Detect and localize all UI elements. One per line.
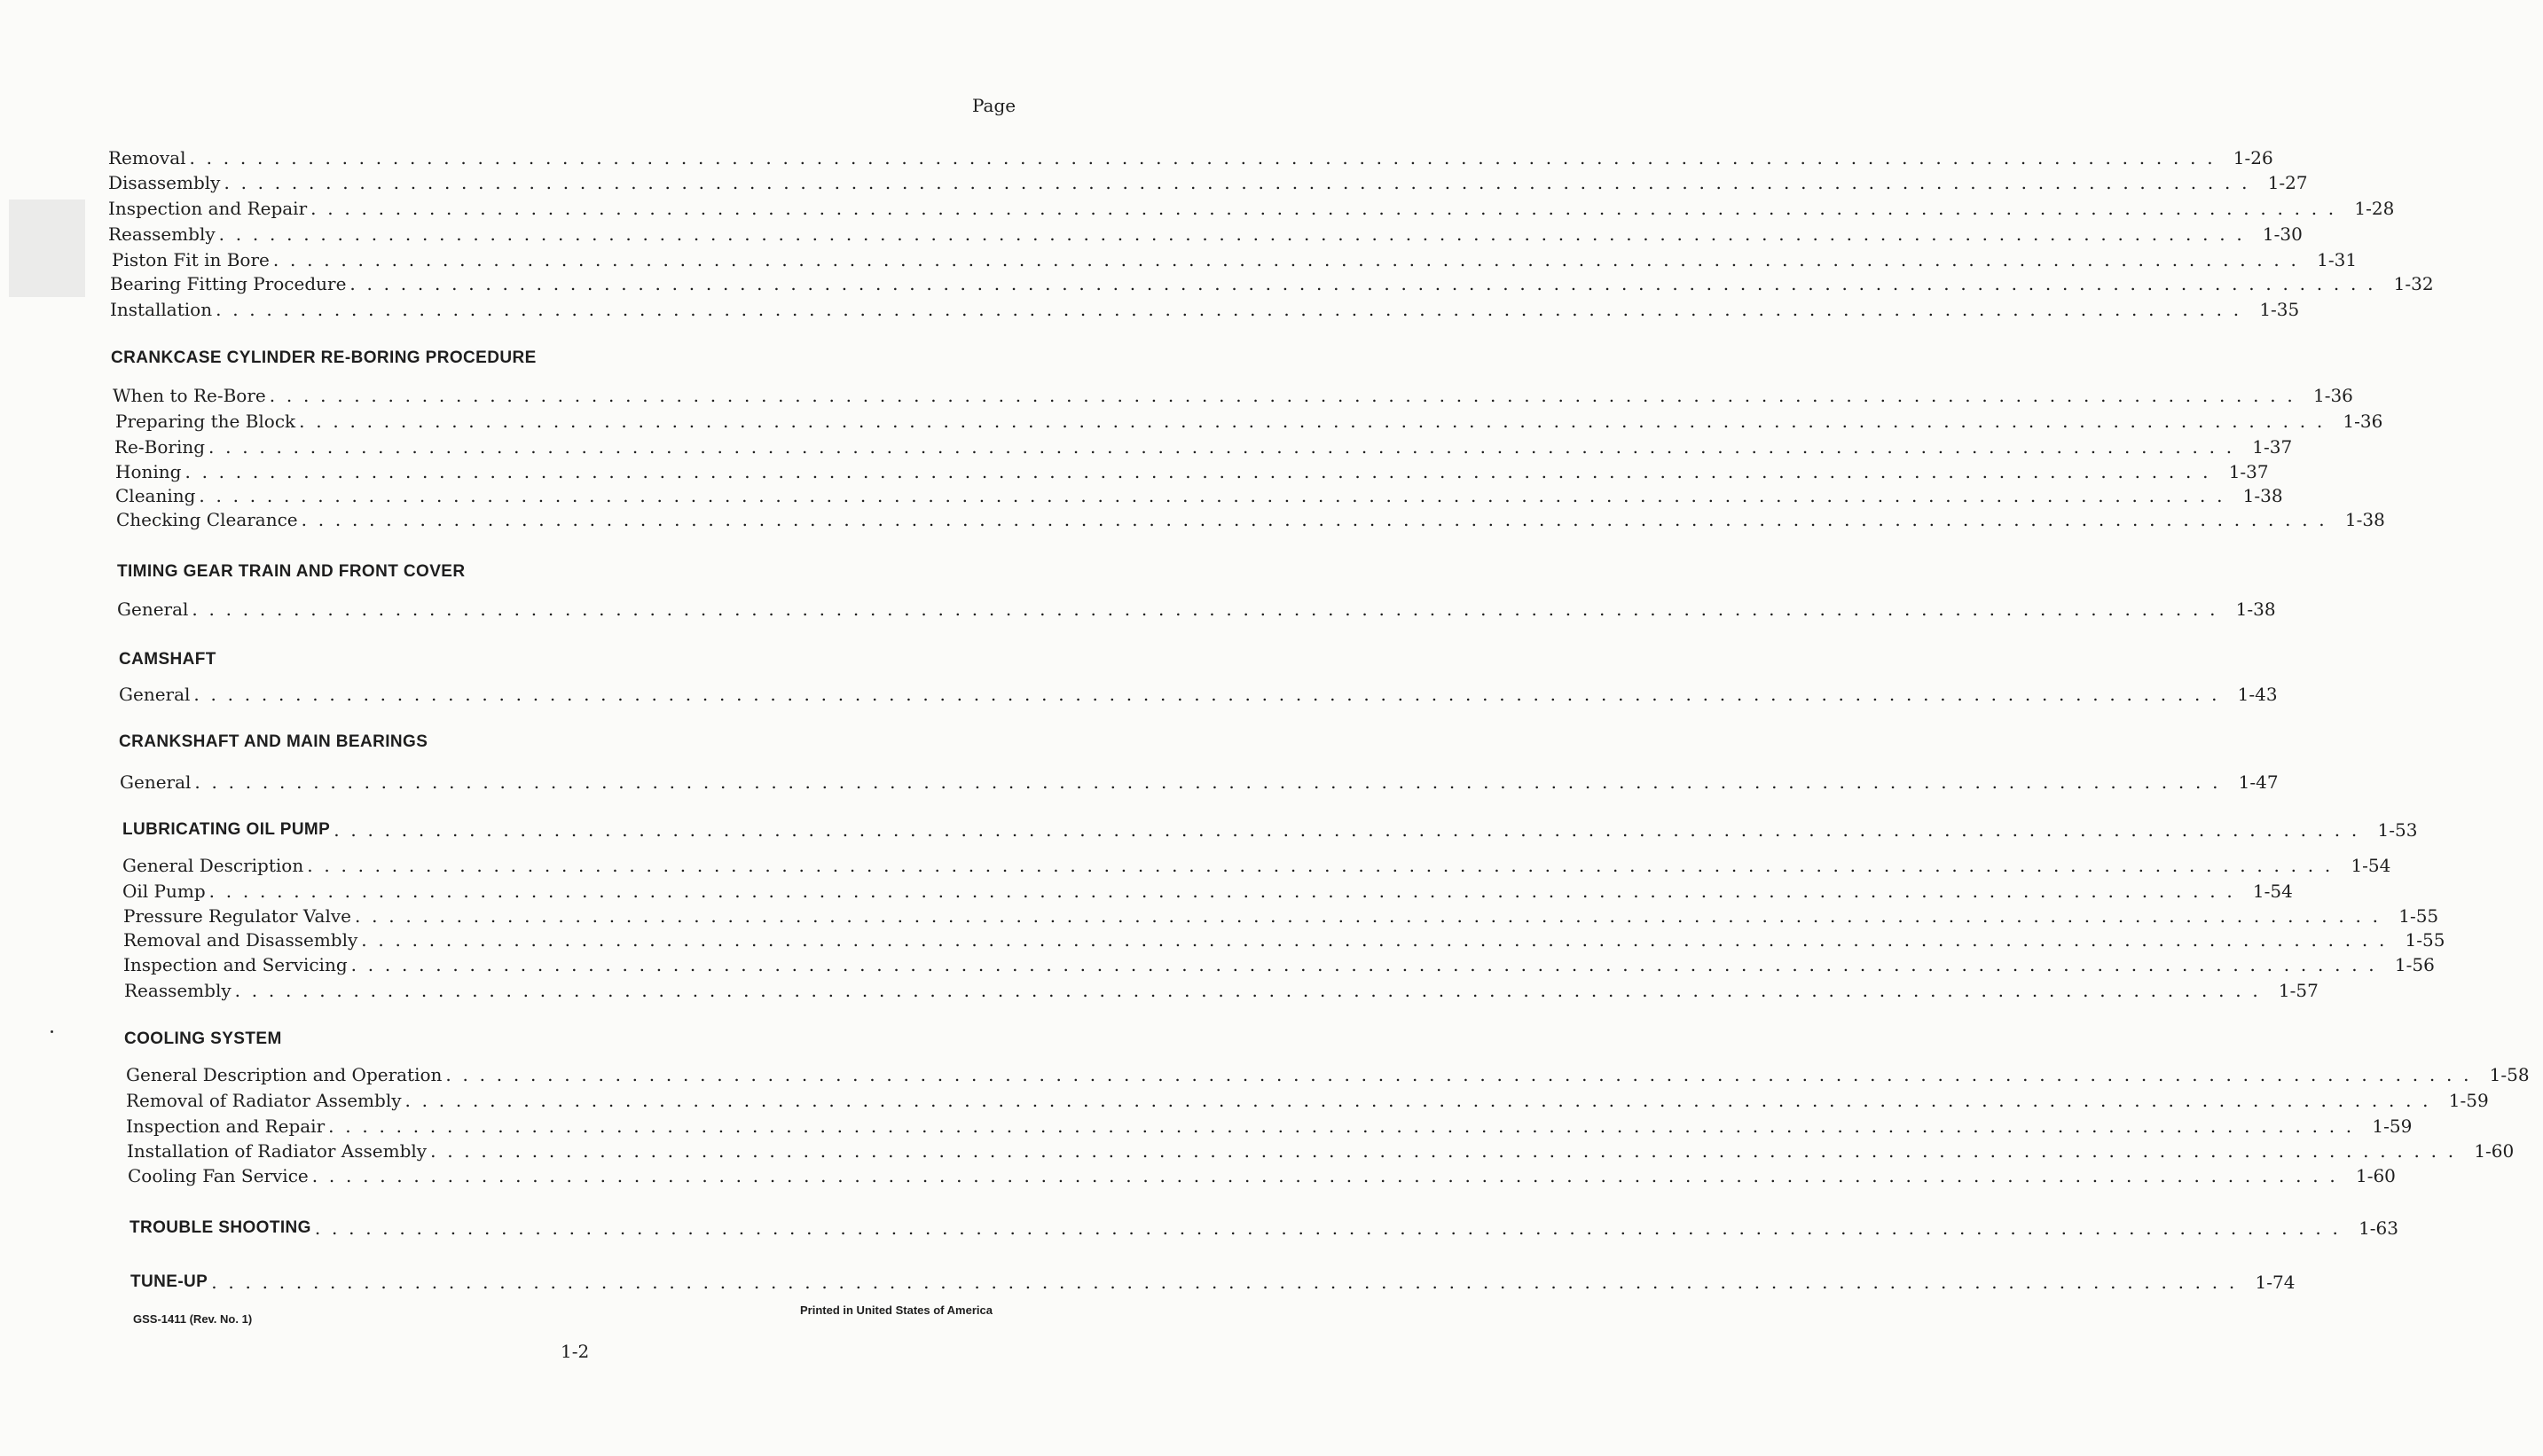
dot-leader: . . . . . . . . . . . . . . . . . . . . . . . . . . . . . . . . . . . . . . . . . . . . . . . . . . . . . . . . . . . . . . . . . . . . . . . . . . . . . . . . . . . . . . . . . . . . . . . . . . . . . . . . . . . . . . . . . . . . . . . .	[404, 1090, 2431, 1111]
dot-leader: . . . . . . . . . . . . . . . . . . . . . . . . . . . . . . . . . . . . . . . . . . . . . . . . . . . . . . . . . . . . . . . . . . . . . . . . . . . . . . . . . . . . . . . . . . . . . . . . . . . . . . . . . . . . . . . . . . . . . . . .	[208, 881, 2235, 902]
dot-leader: . . . . . . . . . . . . . . . . . . . . . . . . . . . . . . . . . . . . . . . . . . . . . . . . . . . . . . . . . . . . . . . . . . . . . . . . . . . . . . . . . . . . . . . . . . . . . . . . . . . . . . . . . . . . . . . . . . . . . . . .	[269, 385, 2296, 406]
dot-leader: . . . . . . . . . . . . . . . . . . . . . . . . . . . . . . . . . . . . . . . . . . . . . . . . . . . . . . . . . . . . . . . . . . . . . . . . . . . . . . . . . . . . . . . . . . . . . . . . . . . . . . . . . . . . . . . . . . . . . . . .	[314, 1217, 2342, 1239]
dot-leader: . . . . . . . . . . . . . . . . . . . . . . . . . . . . . . . . . . . . . . . . . . . . . . . . . . . . . . . . . . . . . . . . . . . . . . . . . . . . . . . . . . . . . . . . . . . . . . . . . . . . . . . . . . . . . . . . . . . . . . . .	[194, 771, 2221, 793]
toc-entry-when-to-rebore[interactable]: When to Re-Bore . . . . . . . . . . . . . . . . . . . . . . . . . . . . . . . . . . . . . . . . . . . . . . . . . . . . . . . . . . . . . . . . . . . . . . . . . . . . . . . . . . . . . . . . . . . . . . . . . . . . . . . . . . . . . . . . . . . . . . . . 1-36	[113, 385, 2353, 406]
dot-leader: . . . . . . . . . . . . . . . . . . . . . . . . . . . . . . . . . . . . . . . . . . . . . . . . . . . . . . . . . . . . . . . . . . . . . . . . . . . . . . . . . . . . . . . . . . . . . . . . . . . . . . . . . . . . . . . . . . . . . . . .	[299, 411, 2326, 432]
dot-leader: . . . . . . . . . . . . . . . . . . . . . . . . . . . . . . . . . . . . . . . . . . . . . . . . . . . . . . . . . . . . . . . . . . . . . . . . . . . . . . . . . . . . . . . . . . . . . . . . . . . . . . . . . . . . . . . . . . . . . . . .	[216, 299, 2242, 320]
toc-entry-checking-clearance[interactable]: Checking Clearance . . . . . . . . . . . . . . . . . . . . . . . . . . . . . . . . . . . . . . . . . . . . . . . . . . . . . . . . . . . . . . . . . . . . . . . . . . . . . . . . . . . . . . . . . . . . . . . . . . . . . . . . . . . . . . . . . . . . . . . . 1-38	[116, 509, 2385, 530]
toc-entry-cleaning[interactable]: Cleaning . . . . . . . . . . . . . . . . . . . . . . . . . . . . . . . . . . . . . . . . . . . . . . . . . . . . . . . . . . . . . . . . . . . . . . . . . . . . . . . . . . . . . . . . . . . . . . . . . . . . . . . . . . . . . . . . . . . . . . . . 1-38	[115, 485, 2283, 506]
dot-leader: . . . . . . . . . . . . . . . . . . . . . . . . . . . . . . . . . . . . . . . . . . . . . . . . . . . . . . . . . . . . . . . . . . . . . . . . . . . . . . . . . . . . . . . . . . . . . . . . . . . . . . . . . . . . . . . . . . . . . . . .	[349, 273, 2376, 294]
toc-entry-crankshaft-general[interactable]: General . . . . . . . . . . . . . . . . . . . . . . . . . . . . . . . . . . . . . . . . . . . . . . . . . . . . . . . . . . . . . . . . . . . . . . . . . . . . . . . . . . . . . . . . . . . . . . . . . . . . . . . . . . . . . . . . . . . . . . . . 1-47	[120, 771, 2279, 793]
toc-entry-timing-general[interactable]: General . . . . . . . . . . . . . . . . . . . . . . . . . . . . . . . . . . . . . . . . . . . . . . . . . . . . . . . . . . . . . . . . . . . . . . . . . . . . . . . . . . . . . . . . . . . . . . . . . . . . . . . . . . . . . . . . . . . . . . . . 1-38	[117, 599, 2276, 620]
toc-entry-inspection-and-repair[interactable]: Inspection and Repair . . . . . . . . . . . . . . . . . . . . . . . . . . . . . . . . . . . . . . . . . . . . . . . . . . . . . . . . . . . . . . . . . . . . . . . . . . . . . . . . . . . . . . . . . . . . . . . . . . . . . . . . . . . . . . . . . . . . . . . . 1-28	[108, 198, 2395, 219]
page-column-label: Page	[972, 95, 1016, 116]
toc-entry-reboring[interactable]: Re-Boring . . . . . . . . . . . . . . . . . . . . . . . . . . . . . . . . . . . . . . . . . . . . . . . . . . . . . . . . . . . . . . . . . . . . . . . . . . . . . . . . . . . . . . . . . . . . . . . . . . . . . . . . . . . . . . . . . . . . . . . . 1-37	[114, 436, 2293, 458]
toc-entry-reassembly[interactable]: Reassembly . . . . . . . . . . . . . . . . . . . . . . . . . . . . . . . . . . . . . . . . . . . . . . . . . . . . . . . . . . . . . . . . . . . . . . . . . . . . . . . . . . . . . . . . . . . . . . . . . . . . . . . . . . . . . . . . . . . . . . . . 1-30	[108, 223, 2303, 245]
dot-leader: . . . . . . . . . . . . . . . . . . . . . . . . . . . . . . . . . . . . . . . . . . . . . . . . . . . . . . . . . . . . . . . . . . . . . . . . . . . . . . . . . . . . . . . . . . . . . . . . . . . . . . . . . . . . . . . . . . . . . . . .	[234, 980, 2261, 1001]
dot-leader: . . . . . . . . . . . . . . . . . . . . . . . . . . . . . . . . . . . . . . . . . . . . . . . . . . . . . . . . . . . . . . . . . . . . . . . . . . . . . . . . . . . . . . . . . . . . . . . . . . . . . . . . . . . . . . . . . . . . . . . .	[310, 198, 2337, 219]
section-heading-crankshaft: CRANKSHAFT AND MAIN BEARINGS	[119, 732, 428, 751]
toc-entry-removal[interactable]: Removal . . . . . . . . . . . . . . . . . . . . . . . . . . . . . . . . . . . . . . . . . . . . . . . . . . . . . . . . . . . . . . . . . . . . . . . . . . . . . . . . . . . . . . . . . . . . . . . . . . . . . . . . . . . . . . . . . . . . . . . . 1-26	[108, 147, 2273, 168]
dot-leader: . . . . . . . . . . . . . . . . . . . . . . . . . . . . . . . . . . . . . . . . . . . . . . . . . . . . . . . . . . . . . . . . . . . . . . . . . . . . . . . . . . . . . . . . . . . . . . . . . . . . . . . . . . . . . . . . . . . . . . . .	[189, 147, 2216, 168]
toc-entry-camshaft-general[interactable]: General . . . . . . . . . . . . . . . . . . . . . . . . . . . . . . . . . . . . . . . . . . . . . . . . . . . . . . . . . . . . . . . . . . . . . . . . . . . . . . . . . . . . . . . . . . . . . . . . . . . . . . . . . . . . . . . . . . . . . . . . 1-43	[119, 684, 2278, 705]
dot-leader: . . . . . . . . . . . . . . . . . . . . . . . . . . . . . . . . . . . . . . . . . . . . . . . . . . . . . . . . . . . . . . . . . . . . . . . . . . . . . . . . . . . . . . . . . . . . . . . . . . . . . . . . . . . . . . . . . . . . . . . .	[193, 684, 2220, 705]
dot-leader: . . . . . . . . . . . . . . . . . . . . . . . . . . . . . . . . . . . . . . . . . . . . . . . . . . . . . . . . . . . . . . . . . . . . . . . . . . . . . . . . . . . . . . . . . . . . . . . . . . . . . . . . . . . . . . . . . . . . . . . .	[328, 1115, 2355, 1137]
toc-entry-general-description[interactable]: General Description . . . . . . . . . . . . . . . . . . . . . . . . . . . . . . . . . . . . . . . . . . . . . . . . . . . . . . . . . . . . . . . . . . . . . . . . . . . . . . . . . . . . . . . . . . . . . . . . . . . . . . . . . . . . . . . . . . . . . . . . 1-54	[122, 855, 2391, 876]
dot-leader: . . . . . . . . . . . . . . . . . . . . . . . . . . . . . . . . . . . . . . . . . . . . . . . . . . . . . . . . . . . . . . . . . . . . . . . . . . . . . . . . . . . . . . . . . . . . . . . . . . . . . . . . . . . . . . . . . . . . . . . .	[311, 1165, 2338, 1186]
dot-leader: . . . . . . . . . . . . . . . . . . . . . . . . . . . . . . . . . . . . . . . . . . . . . . . . . . . . . . . . . . . . . . . . . . . . . . . . . . . . . . . . . . . . . . . . . . . . . . . . . . . . . . . . . . . . . . . . . . . . . . . .	[211, 1272, 2238, 1293]
dot-leader: . . . . . . . . . . . . . . . . . . . . . . . . . . . . . . . . . . . . . . . . . . . . . . . . . . . . . . . . . . . . . . . . . . . . . . . . . . . . . . . . . . . . . . . . . . . . . . . . . . . . . . . . . . . . . . . . . . . . . . . .	[430, 1140, 2457, 1162]
dot-leader: . . . . . . . . . . . . . . . . . . . . . . . . . . . . . . . . . . . . . . . . . . . . . . . . . . . . . . . . . . . . . . . . . . . . . . . . . . . . . . . . . . . . . . . . . . . . . . . . . . . . . . . . . . . . . . . . . . . . . . . .	[361, 929, 2388, 951]
toc-entry-cooling-general[interactable]: General Description and Operation . . . . . . . . . . . . . . . . . . . . . . . . . . . . . . . . . . . . . . . . . . . . . . . . . . . . . . . . . . . . . . . . . . . . . . . . . . . . . . . . . . . . . . . . . . . . . . . . . . . . . . . . . . . . . . . . . . . . . . . . 1-58	[126, 1064, 2530, 1085]
toc-entry-pump-reassembly[interactable]: Reassembly . . . . . . . . . . . . . . . . . . . . . . . . . . . . . . . . . . . . . . . . . . . . . . . . . . . . . . . . . . . . . . . . . . . . . . . . . . . . . . . . . . . . . . . . . . . . . . . . . . . . . . . . . . . . . . . . . . . . . . . . 1-57	[124, 980, 2319, 1001]
dot-leader: . . . . . . . . . . . . . . . . . . . . . . . . . . . . . . . . . . . . . . . . . . . . . . . . . . . . . . . . . . . . . . . . . . . . . . . . . . . . . . . . . . . . . . . . . . . . . . . . . . . . . . . . . . . . . . . . . . . . . . . .	[307, 855, 2334, 876]
document-number: GSS-1411 (Rev. No. 1)	[133, 1312, 253, 1326]
toc-entry-oil-pump[interactable]: Oil Pump . . . . . . . . . . . . . . . . . . . . . . . . . . . . . . . . . . . . . . . . . . . . . . . . . . . . . . . . . . . . . . . . . . . . . . . . . . . . . . . . . . . . . . . . . . . . . . . . . . . . . . . . . . . . . . . . . . . . . . . . 1-54	[122, 881, 2293, 902]
page-number: 1-2	[561, 1341, 590, 1362]
toc-entry-disassembly[interactable]: Disassembly . . . . . . . . . . . . . . . . . . . . . . . . . . . . . . . . . . . . . . . . . . . . . . . . . . . . . . . . . . . . . . . . . . . . . . . . . . . . . . . . . . . . . . . . . . . . . . . . . . . . . . . . . . . . . . . . . . . . . . . . 1-27	[108, 172, 2308, 193]
printed-in-label: Printed in United States of America	[800, 1303, 993, 1317]
toc-heading-trouble-shooting[interactable]: TROUBLE SHOOTING . . . . . . . . . . . . . . . . . . . . . . . . . . . . . . . . . . . . . . . . . . . . . . . . . . . . . . . . . . . . . . . . . . . . . . . . . . . . . . . . . . . . . . . . . . . . . . . . . . . . . . . . . . . . . . . . . . . . . . . . 1-63	[130, 1217, 2399, 1239]
dot-leader: . . . . . . . . . . . . . . . . . . . . . . . . . . . . . . . . . . . . . . . . . . . . . . . . . . . . . . . . . . . . . . . . . . . . . . . . . . . . . . . . . . . . . . . . . . . . . . . . . . . . . . . . . . . . . . . . . . . . . . . .	[184, 461, 2211, 482]
dot-leader: . . . . . . . . . . . . . . . . . . . . . . . . . . . . . . . . . . . . . . . . . . . . . . . . . . . . . . . . . . . . . . . . . . . . . . . . . . . . . . . . . . . . . . . . . . . . . . . . . . . . . . . . . . . . . . . . . . . . . . . .	[334, 819, 2360, 841]
dot-leader: . . . . . . . . . . . . . . . . . . . . . . . . . . . . . . . . . . . . . . . . . . . . . . . . . . . . . . . . . . . . . . . . . . . . . . . . . . . . . . . . . . . . . . . . . . . . . . . . . . . . . . . . . . . . . . . . . . . . . . . .	[224, 172, 2250, 193]
toc-entry-removal-disassembly[interactable]: Removal and Disassembly . . . . . . . . . . . . . . . . . . . . . . . . . . . . . . . . . . . . . . . . . . . . . . . . . . . . . . . . . . . . . . . . . . . . . . . . . . . . . . . . . . . . . . . . . . . . . . . . . . . . . . . . . . . . . . . . . . . . . . . . 1-55	[123, 929, 2445, 951]
toc-entry-preparing-block[interactable]: Preparing the Block . . . . . . . . . . . . . . . . . . . . . . . . . . . . . . . . . . . . . . . . . . . . . . . . . . . . . . . . . . . . . . . . . . . . . . . . . . . . . . . . . . . . . . . . . . . . . . . . . . . . . . . . . . . . . . . . . . . . . . . . 1-36	[115, 411, 2383, 432]
dot-leader: . . . . . . . . . . . . . . . . . . . . . . . . . . . . . . . . . . . . . . . . . . . . . . . . . . . . . . . . . . . . . . . . . . . . . . . . . . . . . . . . . . . . . . . . . . . . . . . . . . . . . . . . . . . . . . . . . . . . . . . .	[445, 1064, 2472, 1085]
scan-shadow	[9, 200, 85, 297]
toc-heading-lubricating-oil-pump[interactable]: LUBRICATING OIL PUMP . . . . . . . . . . . . . . . . . . . . . . . . . . . . . . . . . . . . . . . . . . . . . . . . . . . . . . . . . . . . . . . . . . . . . . . . . . . . . . . . . . . . . . . . . . . . . . . . . . . . . . . . . . . . . . . . . . . . . . . . 1-53	[122, 819, 2418, 841]
toc-entry-installation[interactable]: Installation . . . . . . . . . . . . . . . . . . . . . . . . . . . . . . . . . . . . . . . . . . . . . . . . . . . . . . . . . . . . . . . . . . . . . . . . . . . . . . . . . . . . . . . . . . . . . . . . . . . . . . . . . . . . . . . . . . . . . . . . 1-35	[110, 299, 2300, 320]
dot-leader: . . . . . . . . . . . . . . . . . . . . . . . . . . . . . . . . . . . . . . . . . . . . . . . . . . . . . . . . . . . . . . . . . . . . . . . . . . . . . . . . . . . . . . . . . . . . . . . . . . . . . . . . . . . . . . . . . . . . . . . .	[354, 905, 2382, 927]
section-heading-cooling-system: COOLING SYSTEM	[124, 1029, 282, 1048]
toc-entry-pressure-regulator[interactable]: Pressure Regulator Valve . . . . . . . . . . . . . . . . . . . . . . . . . . . . . . . . . . . . . . . . . . . . . . . . . . . . . . . . . . . . . . . . . . . . . . . . . . . . . . . . . . . . . . . . . . . . . . . . . . . . . . . . . . . . . . . . . . . . . . . . 1-55	[123, 905, 2439, 927]
toc-entry-bearing-fitting[interactable]: Bearing Fitting Procedure . . . . . . . . . . . . . . . . . . . . . . . . . . . . . . . . . . . . . . . . . . . . . . . . . . . . . . . . . . . . . . . . . . . . . . . . . . . . . . . . . . . . . . . . . . . . . . . . . . . . . . . . . . . . . . . . . . . . . . . . 1-32	[110, 273, 2434, 294]
section-heading-crankcase: CRANKCASE CYLINDER RE-BORING PROCEDURE	[111, 348, 537, 367]
dot-leader: . . . . . . . . . . . . . . . . . . . . . . . . . . . . . . . . . . . . . . . . . . . . . . . . . . . . . . . . . . . . . . . . . . . . . . . . . . . . . . . . . . . . . . . . . . . . . . . . . . . . . . . . . . . . . . . . . . . . . . . .	[192, 599, 2218, 620]
dot-leader: . . . . . . . . . . . . . . . . . . . . . . . . . . . . . . . . . . . . . . . . . . . . . . . . . . . . . . . . . . . . . . . . . . . . . . . . . . . . . . . . . . . . . . . . . . . . . . . . . . . . . . . . . . . . . . . . . . . . . . . .	[272, 249, 2300, 270]
dot-leader: . . . . . . . . . . . . . . . . . . . . . . . . . . . . . . . . . . . . . . . . . . . . . . . . . . . . . . . . . . . . . . . . . . . . . . . . . . . . . . . . . . . . . . . . . . . . . . . . . . . . . . . . . . . . . . . . . . . . . . . .	[218, 223, 2245, 245]
section-heading-timing-gear: TIMING GEAR TRAIN AND FRONT COVER	[117, 562, 466, 581]
section-heading-camshaft: CAMSHAFT	[119, 650, 216, 669]
toc-entry-radiator-removal[interactable]: Removal of Radiator Assembly . . . . . . . . . . . . . . . . . . . . . . . . . . . . . . . . . . . . . . . . . . . . . . . . . . . . . . . . . . . . . . . . . . . . . . . . . . . . . . . . . . . . . . . . . . . . . . . . . . . . . . . . . . . . . . . . . . . . . . . . 1-59	[126, 1090, 2489, 1111]
toc-entry-inspection-servicing[interactable]: Inspection and Servicing . . . . . . . . . . . . . . . . . . . . . . . . . . . . . . . . . . . . . . . . . . . . . . . . . . . . . . . . . . . . . . . . . . . . . . . . . . . . . . . . . . . . . . . . . . . . . . . . . . . . . . . . . . . . . . . . . . . . . . . . 1-56	[123, 954, 2435, 975]
toc-entry-piston-fit[interactable]: Piston Fit in Bore . . . . . . . . . . . . . . . . . . . . . . . . . . . . . . . . . . . . . . . . . . . . . . . . . . . . . . . . . . . . . . . . . . . . . . . . . . . . . . . . . . . . . . . . . . . . . . . . . . . . . . . . . . . . . . . . . . . . . . . . 1-31	[112, 249, 2358, 270]
dot-leader: . . . . . . . . . . . . . . . . . . . . . . . . . . . . . . . . . . . . . . . . . . . . . . . . . . . . . . . . . . . . . . . . . . . . . . . . . . . . . . . . . . . . . . . . . . . . . . . . . . . . . . . . . . . . . . . . . . . . . . . .	[350, 954, 2377, 975]
toc-entry-cooling-inspection[interactable]: Inspection and Repair . . . . . . . . . . . . . . . . . . . . . . . . . . . . . . . . . . . . . . . . . . . . . . . . . . . . . . . . . . . . . . . . . . . . . . . . . . . . . . . . . . . . . . . . . . . . . . . . . . . . . . . . . . . . . . . . . . . . . . . . 1-59	[126, 1115, 2413, 1137]
toc-entry-cooling-fan[interactable]: Cooling Fan Service . . . . . . . . . . . . . . . . . . . . . . . . . . . . . . . . . . . . . . . . . . . . . . . . . . . . . . . . . . . . . . . . . . . . . . . . . . . . . . . . . . . . . . . . . . . . . . . . . . . . . . . . . . . . . . . . . . . . . . . . 1-60	[128, 1165, 2396, 1186]
dot-leader: . . . . . . . . . . . . . . . . . . . . . . . . . . . . . . . . . . . . . . . . . . . . . . . . . . . . . . . . . . . . . . . . . . . . . . . . . . . . . . . . . . . . . . . . . . . . . . . . . . . . . . . . . . . . . . . . . . . . . . . .	[301, 509, 2327, 530]
dot-leader: . . . . . . . . . . . . . . . . . . . . . . . . . . . . . . . . . . . . . . . . . . . . . . . . . . . . . . . . . . . . . . . . . . . . . . . . . . . . . . . . . . . . . . . . . . . . . . . . . . . . . . . . . . . . . . . . . . . . . . . .	[208, 436, 2235, 458]
dot-leader: . . . . . . . . . . . . . . . . . . . . . . . . . . . . . . . . . . . . . . . . . . . . . . . . . . . . . . . . . . . . . . . . . . . . . . . . . . . . . . . . . . . . . . . . . . . . . . . . . . . . . . . . . . . . . . . . . . . . . . . .	[199, 485, 2225, 506]
toc-entry-radiator-installation[interactable]: Installation of Radiator Assembly . . . . . . . . . . . . . . . . . . . . . . . . . . . . . . . . . . . . . . . . . . . . . . . . . . . . . . . . . . . . . . . . . . . . . . . . . . . . . . . . . . . . . . . . . . . . . . . . . . . . . . . . . . . . . . . . . . . . . . . . 1-60	[127, 1140, 2515, 1162]
toc-entry-honing[interactable]: Honing . . . . . . . . . . . . . . . . . . . . . . . . . . . . . . . . . . . . . . . . . . . . . . . . . . . . . . . . . . . . . . . . . . . . . . . . . . . . . . . . . . . . . . . . . . . . . . . . . . . . . . . . . . . . . . . . . . . . . . . . 1-37	[115, 461, 2269, 482]
toc-heading-tune-up[interactable]: TUNE-UP . . . . . . . . . . . . . . . . . . . . . . . . . . . . . . . . . . . . . . . . . . . . . . . . . . . . . . . . . . . . . . . . . . . . . . . . . . . . . . . . . . . . . . . . . . . . . . . . . . . . . . . . . . . . . . . . . . . . . . . . 1-74	[130, 1272, 2296, 1293]
scan-speck	[51, 1030, 53, 1033]
